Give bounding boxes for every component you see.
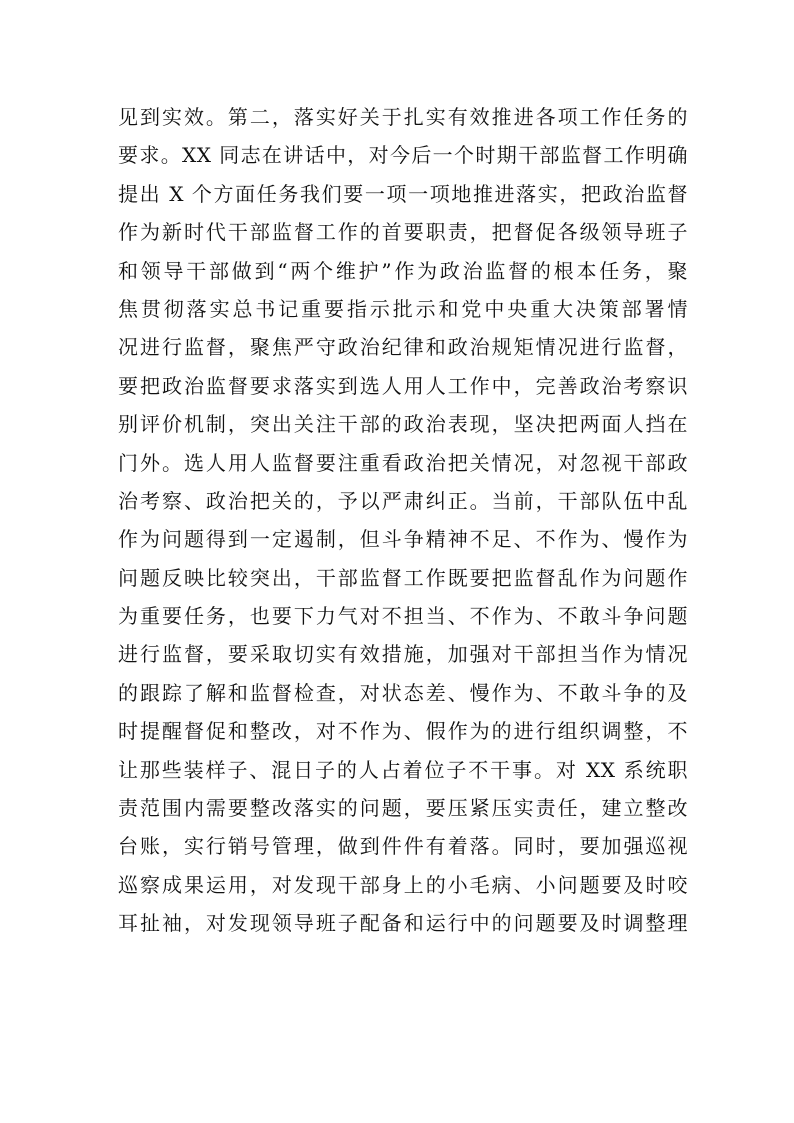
paragraph-line: 台账，实行销号管理，做到件件有着落。同时，要加强巡视: [118, 834, 688, 859]
paragraph-line: 责范围内需要整改落实的问题，要压紧压实责任，建立整改: [118, 796, 688, 821]
paragraph-line: 时提醒督促和整改，对不作为、假作为的进行组织调整，不: [118, 719, 688, 744]
paragraph-line: 耳扯袖，对发现领导班子配备和运行中的问题要及时调整理: [118, 911, 688, 936]
paragraph-line: 治考察、政治把关的，予以严肃纠正。当前，干部队伍中乱: [118, 488, 688, 513]
paragraph-line: 进行监督，要采取切实有效措施，加强对干部担当作为情况: [118, 642, 688, 667]
paragraph-line: 巡察成果运用，对发现干部身上的小毛病、小问题要及时咬: [118, 872, 688, 897]
paragraph-line: 焦贯彻落实总书记重要指示批示和党中央重大决策部署情: [118, 296, 688, 321]
paragraph-line: 的跟踪了解和监督检查，对状态差、慢作为、不敢斗争的及: [118, 680, 688, 705]
paragraph-line: 要把政治监督要求落实到选人用人工作中，完善政治考察识: [118, 373, 688, 398]
paragraph-line: 门外。选人用人监督要注重看政治把关情况，对忽视干部政: [118, 450, 688, 475]
paragraph-line: 况进行监督，聚焦严守政治纪律和政治规矩情况进行监督，: [118, 335, 688, 360]
paragraph-line: 问题反映比较突出，干部监督工作既要把监督乱作为问题作: [118, 565, 688, 590]
paragraph-line: 提出 X 个方面任务我们要一项一项地推进落实，把政治监督: [118, 181, 688, 206]
paragraph-line: 和领导干部做到“两个维护”作为政治监督的根本任务，聚: [118, 258, 688, 283]
paragraph-line: 别评价机制，突出关注干部的政治表现，坚决把两面人挡在: [118, 412, 688, 437]
paragraph-line: 作为问题得到一定遏制，但斗争精神不足、不作为、慢作为: [118, 527, 688, 552]
paragraph-line: 要求。XX 同志在讲话中，对今后一个时期干部监督工作明确: [118, 143, 688, 168]
body-paragraph: [118, 98, 688, 943]
paragraph-line: 让那些装样子、混日子的人占着位子不干事。对 XX 系统职: [118, 757, 688, 782]
paragraph-line: 为重要任务，也要下力气对不担当、不作为、不敢斗争问题: [118, 604, 688, 629]
paragraph-line: 见到实效。第二，落实好关于扎实有效推进各项工作任务的: [118, 105, 688, 129]
paragraph-line: 作为新时代干部监督工作的首要职责，把督促各级领导班子: [118, 220, 688, 245]
